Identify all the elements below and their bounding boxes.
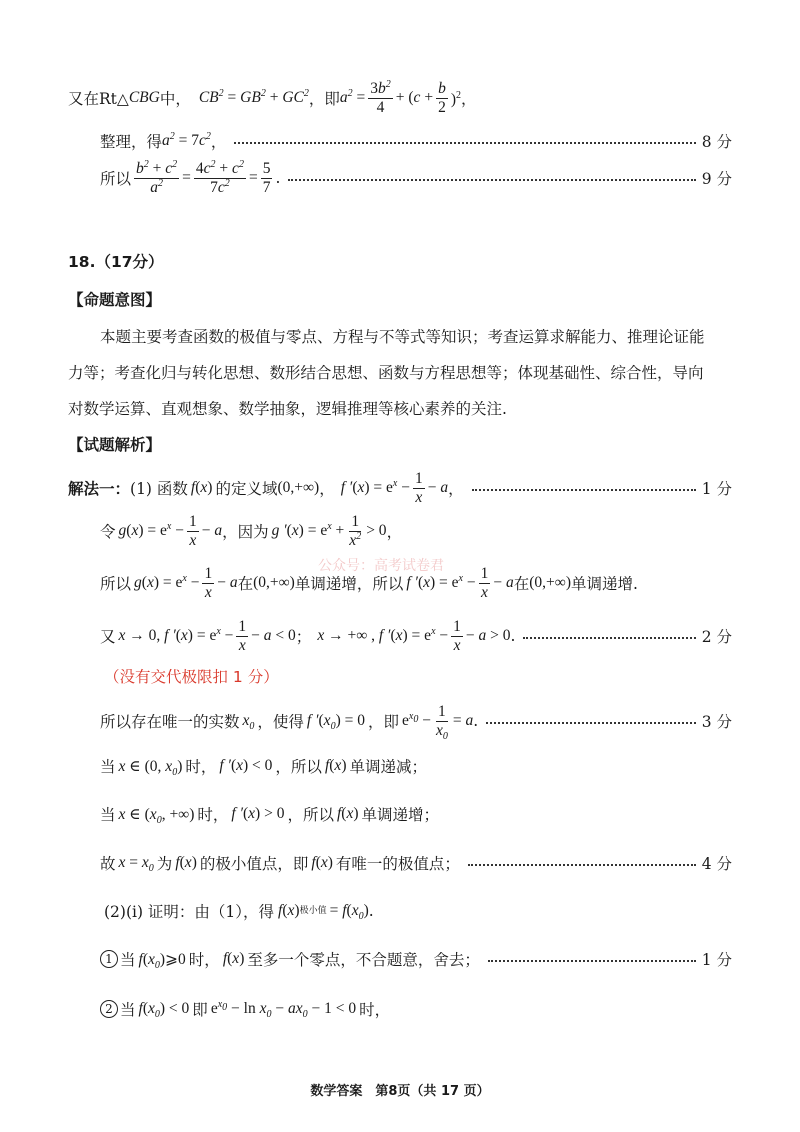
leader-dots [468, 864, 696, 866]
text: 在 [237, 575, 254, 594]
line-increasing: 当 x ∈ ($x_0$, +∞) 时， f ′(x) > 0 ，所以 f(x) 单调递增； [100, 805, 440, 826]
text: 整理，得 [100, 133, 163, 151]
text: 时， [359, 1001, 391, 1019]
line-case1: 1 当 $f(x_0)⩾0$ 时， f(x) 至多一个零点，不合题意，舍去； 1 分 [100, 948, 732, 970]
text: ，所以 [275, 758, 322, 776]
intent-title: 【命题意图】 [68, 291, 162, 309]
leader-dots [523, 637, 695, 639]
watermark: 公众号：高考试卷君 [318, 558, 444, 574]
text: 为 [156, 855, 173, 873]
page-footer: 数学答案 第8页（共 17 页） [310, 1084, 490, 1099]
leader-dots [488, 960, 696, 962]
text: 单调递减； [349, 758, 427, 776]
text: 当 [120, 951, 136, 969]
text: ，使得 [257, 713, 304, 732]
line-case2: 2 当 $f(x_0) < 0$ 即 $e^{x_0} - \ln x_0 - ax_0 - 1 < 0$ 时， [100, 998, 390, 1020]
solution-label: 解法一： [68, 479, 131, 499]
leader-dots [472, 489, 696, 491]
text: 又在Rt△ [68, 90, 129, 109]
text: 所以 [100, 170, 132, 189]
text: ，即 [367, 713, 399, 732]
score: 4 分 [701, 855, 732, 873]
leader-dots [288, 179, 695, 181]
line-existence: 所以存在唯一的实数 $x_0$ ，使得 f $'(x_0) = 0$ ，即 $e^{x_0}$ − $\frac{1}{x_0}$ = a . 3 分 [100, 703, 732, 742]
line-simplify: 整理，得 $a^2 = 7c^2$ ， 8 分 [100, 130, 732, 151]
text: (2)(i) 证明：由（1），得 [104, 903, 275, 921]
text: ，即 [308, 90, 340, 109]
text: 当 [100, 806, 116, 824]
text: 在 [513, 575, 530, 594]
deduction-note: （没有交代极限扣 1 分） [104, 668, 279, 686]
line-cbg: 又在Rt△ CBG 中， $CB^2 = GB^2 + GC^2$ ，即 $a^2$ = $\frac{3b^2}{4}$ + (c + $\frac{b}{2}$ )$^2$， [68, 78, 477, 116]
text: 单调递增. [571, 575, 638, 594]
problem-header: 18.（17分） [68, 253, 164, 271]
score: 1 分 [701, 480, 732, 499]
intent-paragraph-3: 对数学运算、直观想象、数学抽象，逻辑推理等核心素养的关注. [68, 400, 507, 418]
text: 即 [192, 1001, 208, 1019]
analysis-title: 【试题解析】 [68, 436, 162, 454]
text: 令 [100, 523, 116, 542]
score: 2 分 [701, 628, 732, 647]
text: 的定义域 [215, 480, 278, 499]
text: (1) 函数 [130, 480, 188, 499]
text: 至多一个零点，不合题意，舍去； [247, 951, 480, 969]
line-domain: 解法一： (1) 函数 f(x) 的定义域 (0,+∞) ， f $'(x) = e^x$ − $\frac{1}{x}$ − a ， 1 分 [68, 470, 732, 506]
line-part2: (2)(i) 证明：由（1），得 f(x) 极小值 = $f(x_0)$ . [104, 902, 374, 923]
text: 当 [100, 758, 116, 776]
text: 单调递增，所以 [294, 575, 404, 594]
line-ratio: 所以 $\frac{b^2 + c^2}{a^2}$ = $\frac{4c^2 + c^2}{7c^2}$ = $\frac{5}{7}$ . 9 分 [100, 158, 732, 196]
line-limits: 又 x → 0, f $'(x) = e^x$ − $\frac{1}{x}$ − a < 0 ； x → +∞ , f $'(x) = e^x$ − $\frac{1}{x}$ − a > 0 . 2 分 [100, 618, 732, 654]
intent-paragraph-2: 力等；考查化归与转化思想、数形结合思想、函数与方程思想等；体现基础性、综合性，导向 [68, 364, 704, 382]
text: 时， [185, 758, 217, 776]
text: 时， [197, 806, 229, 824]
text: ，所以 [287, 806, 334, 824]
score: 9 分 [701, 170, 732, 189]
text: 又 [100, 628, 116, 647]
line-extremum: 故 $x = x_0$ 为 f(x) 的极小值点，即 f(x) 有唯一的极值点； 4 分 [100, 854, 732, 875]
text: 当 [120, 1001, 136, 1019]
line-decreasing: 当 x ∈ (0, $x_0$) 时， f ′(x) < 0 ，所以 f(x) 单调递减； [100, 757, 427, 778]
score: 8 分 [701, 133, 732, 151]
circled-number: 1 [100, 950, 118, 968]
text: 故 [100, 855, 116, 873]
text: 中， [159, 90, 191, 109]
text: 单调递增； [361, 806, 440, 824]
line-let-g: 令 $g(x) = e^x$ − $\frac{1}{x}$ − a ，因为 g $'(x) = e^x$ + $\frac{1}{x^2}$ > 0 ， [100, 513, 403, 549]
line-monotonic: 所以 $g(x) = e^x$ − $\frac{1}{x}$ − a 在 (0,+∞) 单调递增，所以 f $'(x) = e^x$ − $\frac{1}{x}$ − a 在 (0,+∞) 单调递增. [100, 565, 638, 601]
score: 3 分 [701, 713, 732, 732]
text: 所以 [100, 575, 132, 594]
text: 时， [188, 951, 220, 969]
text: 的极小值点，即 [199, 855, 309, 873]
leader-dots [486, 722, 696, 724]
intent-paragraph-1: 本题主要考查函数的极值与零点、方程与不等式等知识；考查运算求解能力、推理论证能 [100, 328, 705, 346]
score: 1 分 [701, 951, 732, 969]
text: 所以存在唯一的实数 [100, 713, 240, 732]
text: ，因为 [222, 523, 269, 542]
text: 有唯一的极值点； [335, 855, 460, 873]
circled-number: 2 [100, 1000, 118, 1018]
leader-dots [234, 142, 695, 144]
